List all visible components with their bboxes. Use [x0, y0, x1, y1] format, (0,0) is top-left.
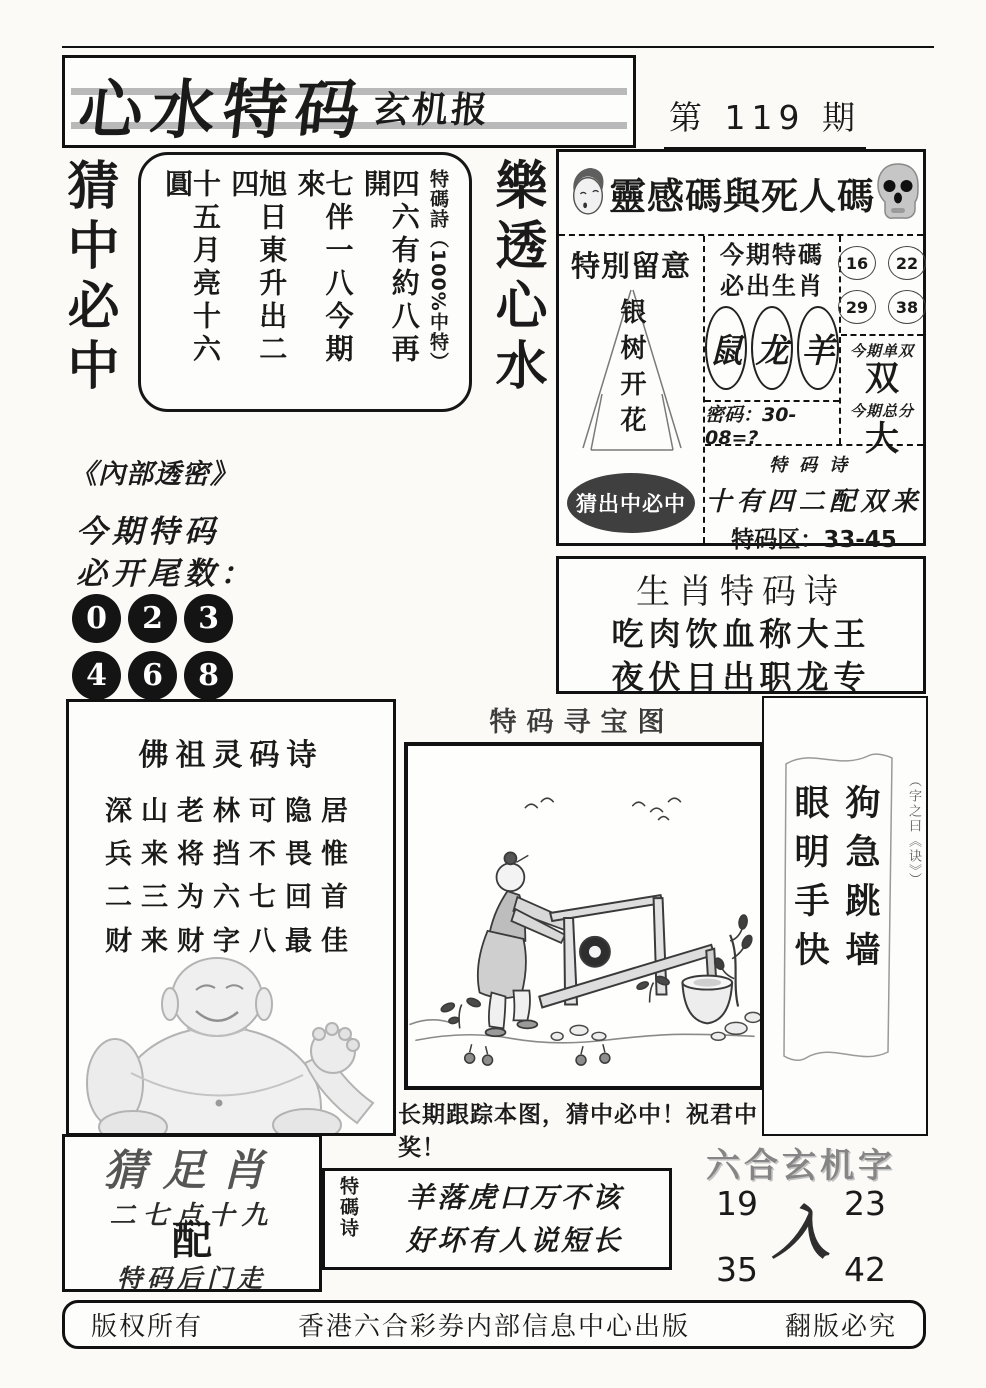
zongfen-value: 大 [865, 419, 899, 459]
footer-right: 翻版必究 [784, 1312, 897, 1342]
spirit-middle-column [705, 236, 839, 449]
tema-poem-lines [366, 1176, 663, 1263]
digit-circle: 4 [72, 651, 121, 700]
scroll-column-right: 狗急跳墙 [840, 784, 880, 980]
footer-bar [62, 1300, 926, 1349]
xuanji-section [676, 1138, 926, 1298]
treasure-map-title: 特码寻宝图 [489, 707, 675, 738]
lucky-number-circle: 29 [838, 290, 876, 324]
poem-column: 十五月亮十六圓 [161, 169, 222, 367]
zodiac-oval: 龙 [751, 306, 793, 390]
zodiac-oval: 羊 [797, 306, 839, 390]
special-code-poem-box [138, 152, 472, 412]
tema-poem-line: 好坏有人说短长 [405, 1224, 623, 1257]
attention-title: 特別留意 [570, 249, 691, 283]
zodiac-label-line2: 必出生肖 [720, 272, 824, 301]
neibu-line2: 必开尾数： [76, 556, 256, 592]
buddha-poem-lines [69, 790, 393, 963]
buddha-poem-line: 兵来将挡不畏惟 [105, 839, 357, 871]
top-rule [62, 46, 934, 48]
buddha-poem-line: 财来财字八最佳 [105, 925, 357, 957]
zodiac-label [705, 240, 839, 302]
scroll-column-left: 眼明手快 [789, 784, 829, 980]
buddha-statue-image [69, 955, 393, 1133]
scroll-side-note: （字之曰《诀》） [906, 774, 921, 888]
xuanji-number: 23 [844, 1184, 886, 1223]
zodiac-oval: 鼠 [705, 306, 747, 390]
face-icon [567, 164, 609, 222]
digit-circle: 3 [184, 594, 233, 643]
spirit-right-column [839, 236, 923, 459]
guess-connector: 配 [172, 1218, 212, 1264]
dashed-divider [841, 334, 923, 336]
poem-title-column: 特碼詩（100%中特） [427, 169, 449, 372]
spirit-poem-label: 特码诗 [769, 455, 859, 476]
guess-title: 猜足肖 [103, 1146, 281, 1196]
scroll-text [778, 784, 890, 1064]
danshuang-value: 双 [865, 359, 899, 399]
buddha-poem-box [66, 699, 396, 1136]
footer-left: 版权所有 [91, 1312, 204, 1342]
tail-digit-row [72, 594, 233, 643]
zongfen-label: 今期总分 [849, 402, 914, 420]
neibu-line1: 今期特码 [76, 514, 220, 550]
danshuang-label: 今期单双 [849, 342, 914, 360]
password-text: 密码：30-08=? [705, 400, 839, 446]
digit-circle: 8 [184, 651, 233, 700]
lucky-number-row [838, 290, 926, 324]
skull-icon [875, 162, 921, 224]
spirit-header [559, 152, 923, 236]
stamp-oval: 猜出中必中 [567, 473, 695, 533]
lucky-number-row [838, 246, 926, 280]
xuanji-bottom-numbers [686, 1250, 916, 1289]
buddha-poem-line: 二三为六七回首 [105, 882, 357, 914]
funnel-text: 银树开花 [616, 298, 646, 442]
spirit-poem-line: 十有四二配双来 [705, 487, 923, 517]
zodiac-ovals [705, 306, 839, 390]
spirit-left-column [559, 236, 705, 543]
zodiac-poem-box [556, 556, 926, 697]
digit-circle: 2 [128, 594, 177, 643]
buddha-poem-title: 佛祖灵码诗 [138, 738, 324, 773]
poem-column: 四六有約八再開 [359, 169, 421, 367]
zodiac-poem-title: 生肖特码诗 [636, 572, 846, 612]
spirit-zone: 特码区：33-45 [731, 527, 897, 553]
lucky-number-circle: 16 [838, 246, 876, 280]
zodiac-poem-line: 吃肉饮血称大王 [611, 615, 871, 653]
masthead-box [62, 55, 636, 148]
slogan-vertical-left: 猜中必中 [58, 158, 118, 398]
masthead-title: 心水特码 [75, 74, 371, 148]
tema-poem-label: 特碼诗 [337, 1176, 359, 1239]
digit-circle: 6 [128, 651, 177, 700]
spirit-title: 靈感碼與死人碼 [609, 175, 875, 218]
poem-column: 七伴一八今期來 [293, 169, 355, 367]
masthead-inner [65, 58, 633, 148]
treasure-map-box [404, 742, 764, 1090]
digit-circle: 0 [72, 594, 121, 643]
slogan-vertical-right: 樂透心水 [486, 158, 546, 398]
buddha-poem-line: 深山老林可隐居 [105, 796, 357, 827]
zodiac-label-line1: 今期特碼 [720, 241, 824, 269]
guess-line2: 特码后门走 [116, 1264, 267, 1293]
xuanji-number: 19 [716, 1184, 758, 1223]
tail-digit-row [72, 651, 233, 700]
xuanji-title: 六合玄机字 [706, 1146, 896, 1186]
neibu-title: 《內部透密》 [70, 459, 238, 490]
issue-number: 第 119 期 [664, 92, 866, 150]
tema-poem-line: 羊落虎口万不该 [405, 1180, 623, 1214]
xuanji-center-char: 入 [771, 1199, 830, 1267]
spirit-poem-band [705, 444, 923, 553]
poem-column: 旭日東升出二四 [227, 169, 289, 367]
masthead-subtitle: 玄机报 [370, 90, 493, 131]
zodiac-poem-line: 夜伏日出职龙专 [611, 658, 871, 697]
treasure-map-illustration [408, 746, 760, 1086]
treasure-map-caption: 长期跟踪本图，猜中必中！祝君中奖！ [398, 1102, 758, 1161]
xuanji-number: 35 [716, 1250, 758, 1289]
guess-line1: 二七点十九 [109, 1201, 275, 1231]
lucky-number-circle: 38 [888, 290, 926, 324]
tema-poem-box [322, 1168, 672, 1270]
guess-zodiac-box [62, 1134, 322, 1292]
spirit-code-box [556, 149, 926, 553]
xuanji-number: 42 [844, 1250, 886, 1289]
scroll-panel [762, 696, 928, 1136]
lucky-number-circle: 22 [888, 246, 926, 280]
footer-center: 香港六合彩券内部信息中心出版 [297, 1312, 690, 1342]
